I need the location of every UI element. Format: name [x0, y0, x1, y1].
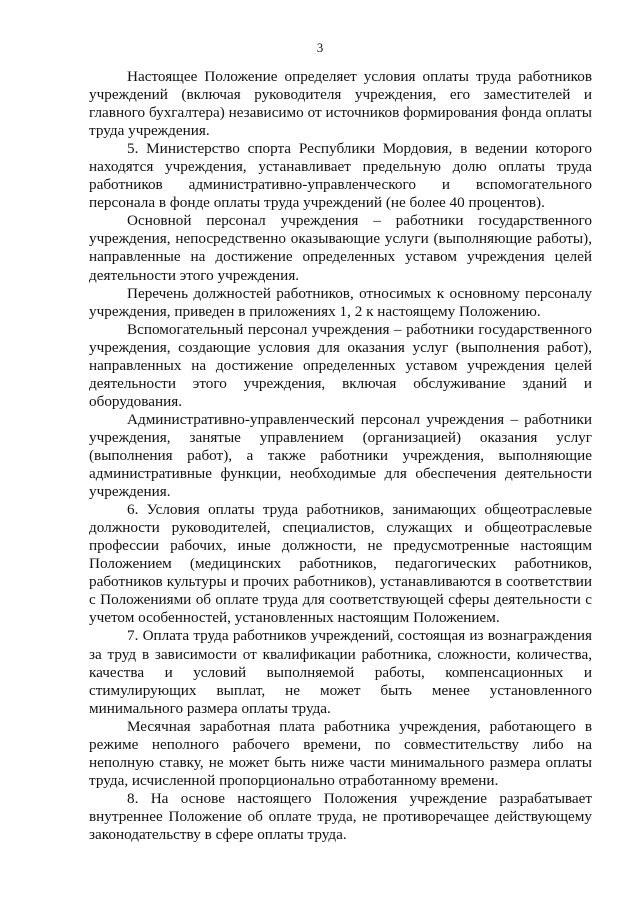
paragraph-item-8: 8. На основе настоящего Положения учреждение разрабатывает внутреннее Положение об оплате труда, не противоречащее действующему законодательству в сфере оплаты труда.	[89, 789, 592, 843]
paragraph-item-6: 6. Условия оплаты труда работников, занимающих общеотраслевые должности руководителей, специалистов, служащих и общеотраслевые профессии рабочих, иные должности, не предусмотренные настоящим Положением (медицинских работников, педагогических работников, работников культуры и прочих работников), устанавливаются в соответствии с Положениями об оплате труда для соответствующей сферы деятельности с учетом особенностей, установленных настоящим Положением.	[89, 501, 592, 627]
paragraph-admin-staff: Административно-управленческий персонал учреждения – работники учреждения, занятые управлением (организацией) оказания услуг (выполнения работ), а также работники учреждения, выполняющие административные функции, необходимые для обеспечения деятельности учреждения.	[89, 410, 592, 501]
paragraph-main-staff-list: Перечень должностей работников, относимых к основному персоналу учреждения, приведен в приложениях 1, 2 к настоящему Положению.	[89, 284, 592, 320]
paragraph-part-time-pay: Месячная заработная плата работника учреждения, работающего в режиме неполного рабочего времени, по совместительству либо на неполную ставку, не может быть ниже части минимального размера оплаты труда, исчисленной пропорционально отработанному времени.	[89, 717, 592, 789]
document-body	[89, 68, 592, 844]
paragraph-item-7: 7. Оплата труда работников учреждений, состоящая из вознаграждения за труд в зависимости от квалификации работника, сложности, количества, качества и условий выполняемой работы, компенсационных и стимулирующих выплат, не может быть менее установленного минимального размера оплаты труда.	[89, 627, 592, 717]
paragraph-support-staff: Вспомогательный персонал учреждения – работники государственного учреждения, создающие условия для оказания услуг (выполнения работ), направленных на достижение определенных уставом учреждения целей деятельности этого учреждения, включая обслуживание зданий и оборудования.	[89, 320, 592, 410]
paragraph-main-staff: Основной персонал учреждения – работники государственного учреждения, непосредственно оказывающие услуги (выполняющие работы), направленные на достижение определенных уставом учреждения целей деятельности этого учреждения.	[89, 212, 592, 284]
page-number: 3	[316, 40, 324, 55]
paragraph-item-5: 5. Министерство спорта Республики Мордовия, в ведении которого находятся учреждения, устанавливает предельную долю оплаты труда работников административно-управленческого и вспомогательного персонала в фонде оплаты труда учреждений (не более 40 процентов).	[89, 140, 592, 212]
paragraph-scope: Настоящее Положение определяет условия оплаты труда работников учреждений (включая руководителя учреждения, его заместителей и главного бухгалтера) независимо от источников формирования фонда оплаты труда учреждения.	[89, 68, 592, 140]
